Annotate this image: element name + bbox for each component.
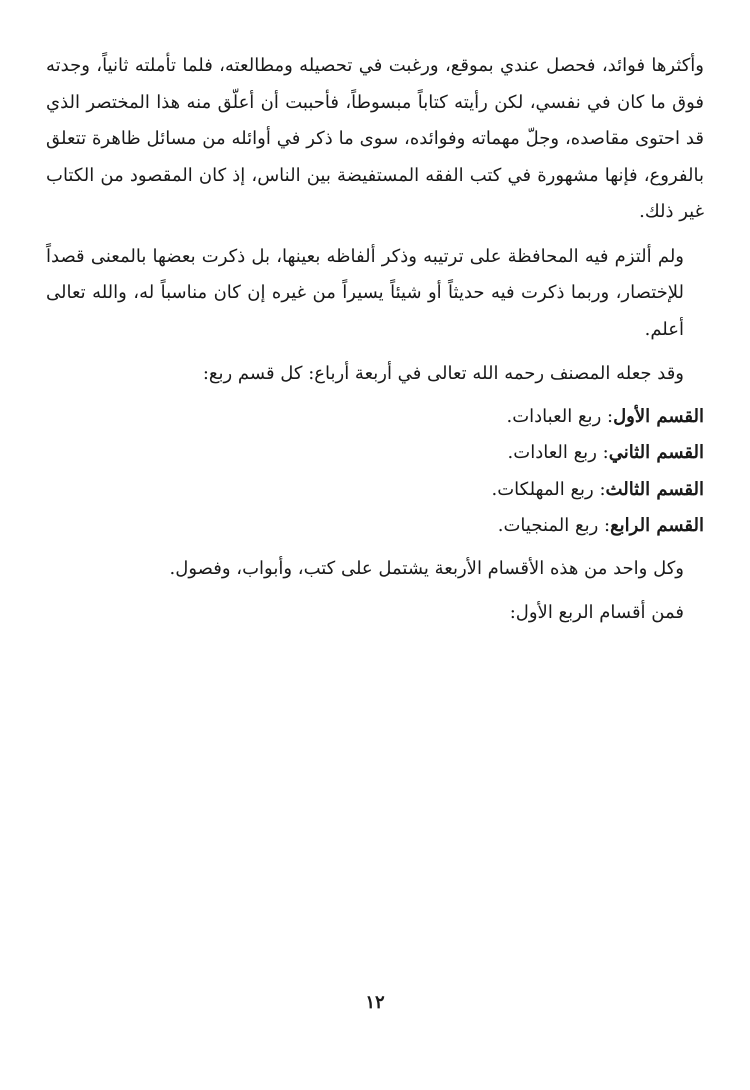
paragraph-intro: وأكثرها فوائد، فحصل عندي بموقع، ورغبت في تحصيله ومطالعته، فلما تأملته ثانياً، وجدته فوق ما كان في نفسي، لكن رأيته كتاباً مبسوطاً، فأحببت أن أعلّق منه هذا المختصر الذي قد احتوى مقاصده، وجلّ مهماته وفوائده، سوى ما ذكر في أوائله من مسائل ظاهرة تتعلق بالفروع، فإنها مشهورة في كتب الفقه المستفيضة بين الناس، إذ كان المقصود من الكتاب غير ذلك.: [46, 55, 704, 222]
paragraph-first-quarter: فمن أقسام الربع الأول:: [509, 602, 684, 623]
section-separator: :: [598, 515, 611, 536]
section-item-3: [46, 472, 704, 509]
paragraph-method: ولم ألتزم فيه المحافظة على ترتيبه وذكر ألفاظه بعينها، بل ذكرت بعضها بالمعنى قصداً للإختصار، وربما ذكرت فيه حديثاً أو شيئاً يسيراً من غيره إن كان مناسباً له، والله تعالى أعلم.: [46, 245, 684, 340]
paragraph-divisions: وكل واحد من هذه الأقسام الأربعة يشتمل على كتب، وأبواب، وفصول.: [169, 557, 684, 579]
section-item-1: [46, 399, 704, 436]
section-name: القسم الرابع: [610, 515, 704, 536]
section-desc: ربع المهلكات.: [491, 478, 594, 500]
section-item-2: [46, 435, 704, 472]
paragraph-quarters: وقد جعله المصنف رحمه الله تعالى في أربعة أرباع: كل قسم ربع:: [202, 363, 684, 384]
section-name: القسم الأول: [613, 405, 704, 427]
section-separator: :: [601, 405, 614, 427]
section-name: القسم الثاني: [608, 442, 704, 463]
page-body: [46, 48, 704, 632]
page-number: ١٢: [365, 992, 385, 1013]
section-item-4: [46, 508, 704, 545]
section-separator: :: [596, 442, 609, 463]
section-desc: ربع المنجيات.: [497, 515, 599, 536]
section-separator: :: [593, 478, 606, 500]
section-name: القسم الثالث: [605, 478, 704, 500]
sections-list: [46, 399, 704, 545]
section-desc: ربع العادات.: [507, 442, 597, 463]
section-desc: ربع العبادات.: [506, 405, 602, 427]
